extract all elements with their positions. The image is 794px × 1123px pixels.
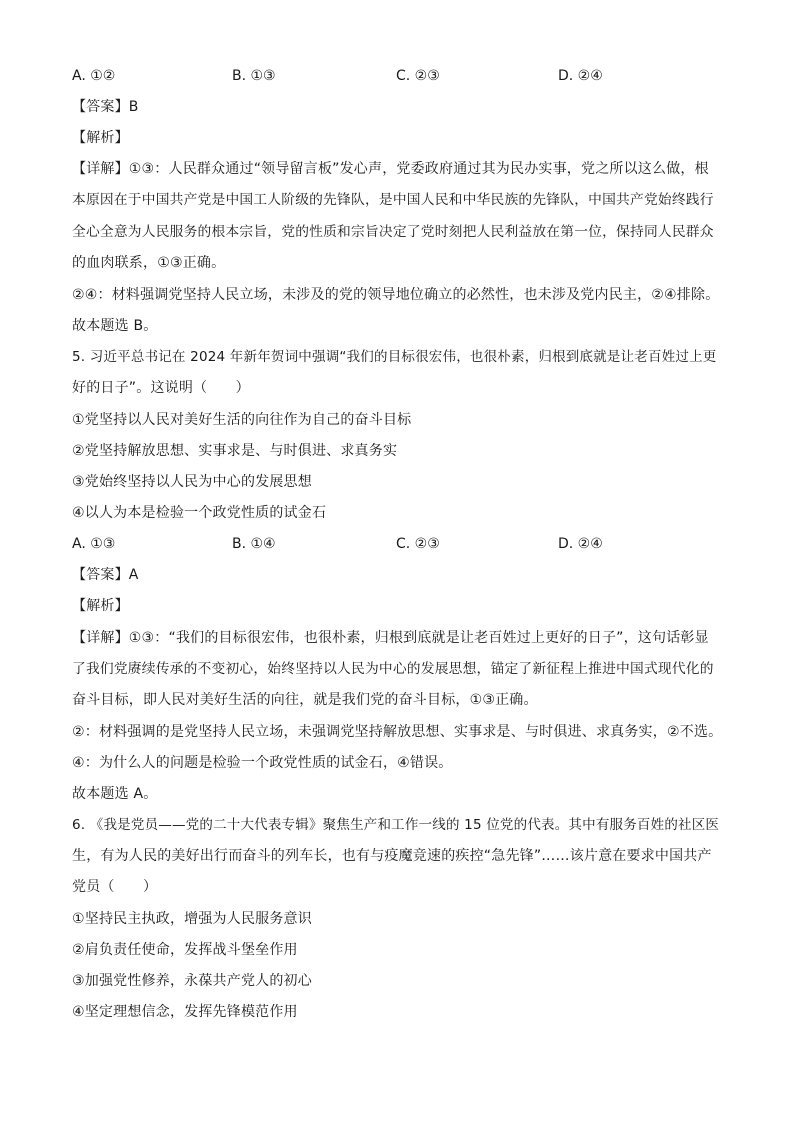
q4-option-b: B. ①③ bbox=[232, 68, 276, 84]
q5-detail-line: 奋斗目标，即人民对美好生活的向往，就是我们党的奋斗目标，①③正确。 bbox=[72, 692, 538, 708]
q4-analysis-label: 【解析】 bbox=[72, 130, 129, 146]
q4-conclusion: 故本题选 B。 bbox=[72, 318, 158, 334]
q4-detail-line: 【详解】①③：人民群众通过“领导留言板”发心声，党委政府通过其为民办实事，党之所以这么做，根 bbox=[72, 161, 709, 177]
q5-statement-2: ②党坚持解放思想、实事求是、与时俱进、求真务实 bbox=[72, 443, 398, 459]
q4-option-c: C. ②③ bbox=[396, 68, 440, 84]
q5-detail-line: 【详解】①③：“我们的目标很宏伟，也很朴素，归根到底就是让老百姓过上更好的日子”，这句话彰显 bbox=[72, 630, 709, 646]
q6-stem-line: 6. 《我是党员——党的二十大代表专辑》聚焦生产和工作一线的 15 位党的代表。其中有服务百姓的社区医 bbox=[72, 817, 720, 833]
q5-stem-line: 5. 习近平总书记在 2024 年新年贺词中强调“我们的目标很宏伟，也很朴素，归根到底就是让老百姓过上更 bbox=[72, 349, 717, 365]
q5-option-d: D. ②④ bbox=[558, 536, 603, 552]
q4-detail-line: 本原因在于中国共产党是中国工人阶级的先锋队，是中国人民和中华民族的先锋队，中国共产党始终践行 bbox=[72, 192, 714, 208]
q5-statement-4: ④以人为本是检验一个政党性质的试金石 bbox=[72, 505, 327, 521]
q5-option-c: C. ②③ bbox=[396, 536, 440, 552]
q5-detail-line: ②：材料强调的是党坚持人民立场，未强调党坚持解放思想、实事求是、与时俱进、求真务实，②不选。 bbox=[72, 724, 723, 740]
q4-detail-line: 全心全意为人民服务的根本宗旨，党的性质和宗旨决定了党时刻把人民利益放在第一位，保持同人民群众 bbox=[72, 224, 714, 240]
q5-stem-line: 好的日子”。这说明（ ） bbox=[72, 380, 250, 396]
q5-detail-line: 了我们党赓续传承的不变初心，始终坚持以人民为中心的发展思想，锚定了新征程上推进中国式现代化的 bbox=[72, 661, 714, 677]
q5-detail-line: ④：为什么人的问题是检验一个政党性质的试金石，④错误。 bbox=[72, 755, 453, 771]
q5-answer: 【答案】A bbox=[72, 567, 139, 583]
q6-stem-line: 生，有为人民的美好出行而奋斗的列车长，也有与疫魔竞速的疾控“急先锋”……该片意在要求中国共产 bbox=[72, 848, 712, 864]
q5-option-b: B. ①④ bbox=[232, 536, 276, 552]
q4-option-d: D. ②④ bbox=[558, 68, 603, 84]
q5-analysis-label: 【解析】 bbox=[72, 598, 129, 614]
q4-detail-line: ②④：材料强调党坚持人民立场，未涉及的党的领导地位确立的必然性，也未涉及党内民主，②④排除。 bbox=[72, 287, 720, 303]
q5-conclusion: 故本题选 A。 bbox=[72, 786, 158, 802]
q6-stem-line: 党员（ ） bbox=[72, 879, 158, 895]
q6-statement-1: ①坚持民主执政，增强为人民服务意识 bbox=[72, 911, 312, 927]
q5-statement-3: ③党始终坚持以人民为中心的发展思想 bbox=[72, 474, 312, 490]
q4-detail-line: 的血肉联系，①③正确。 bbox=[72, 255, 226, 271]
q6-statement-2: ②肩负责任使命，发挥战斗堡垒作用 bbox=[72, 942, 298, 958]
q6-statement-4: ④坚定理想信念，发挥先锋模范作用 bbox=[72, 1004, 298, 1020]
q4-answer: 【答案】B bbox=[72, 99, 139, 115]
q5-option-a: A. ①③ bbox=[72, 536, 116, 552]
q4-option-a: A. ①② bbox=[72, 68, 116, 84]
q5-statement-1: ①党坚持以人民对美好生活的向往作为自己的奋斗目标 bbox=[72, 412, 412, 428]
q6-statement-3: ③加强党性修养，永葆共产党人的初心 bbox=[72, 973, 312, 989]
